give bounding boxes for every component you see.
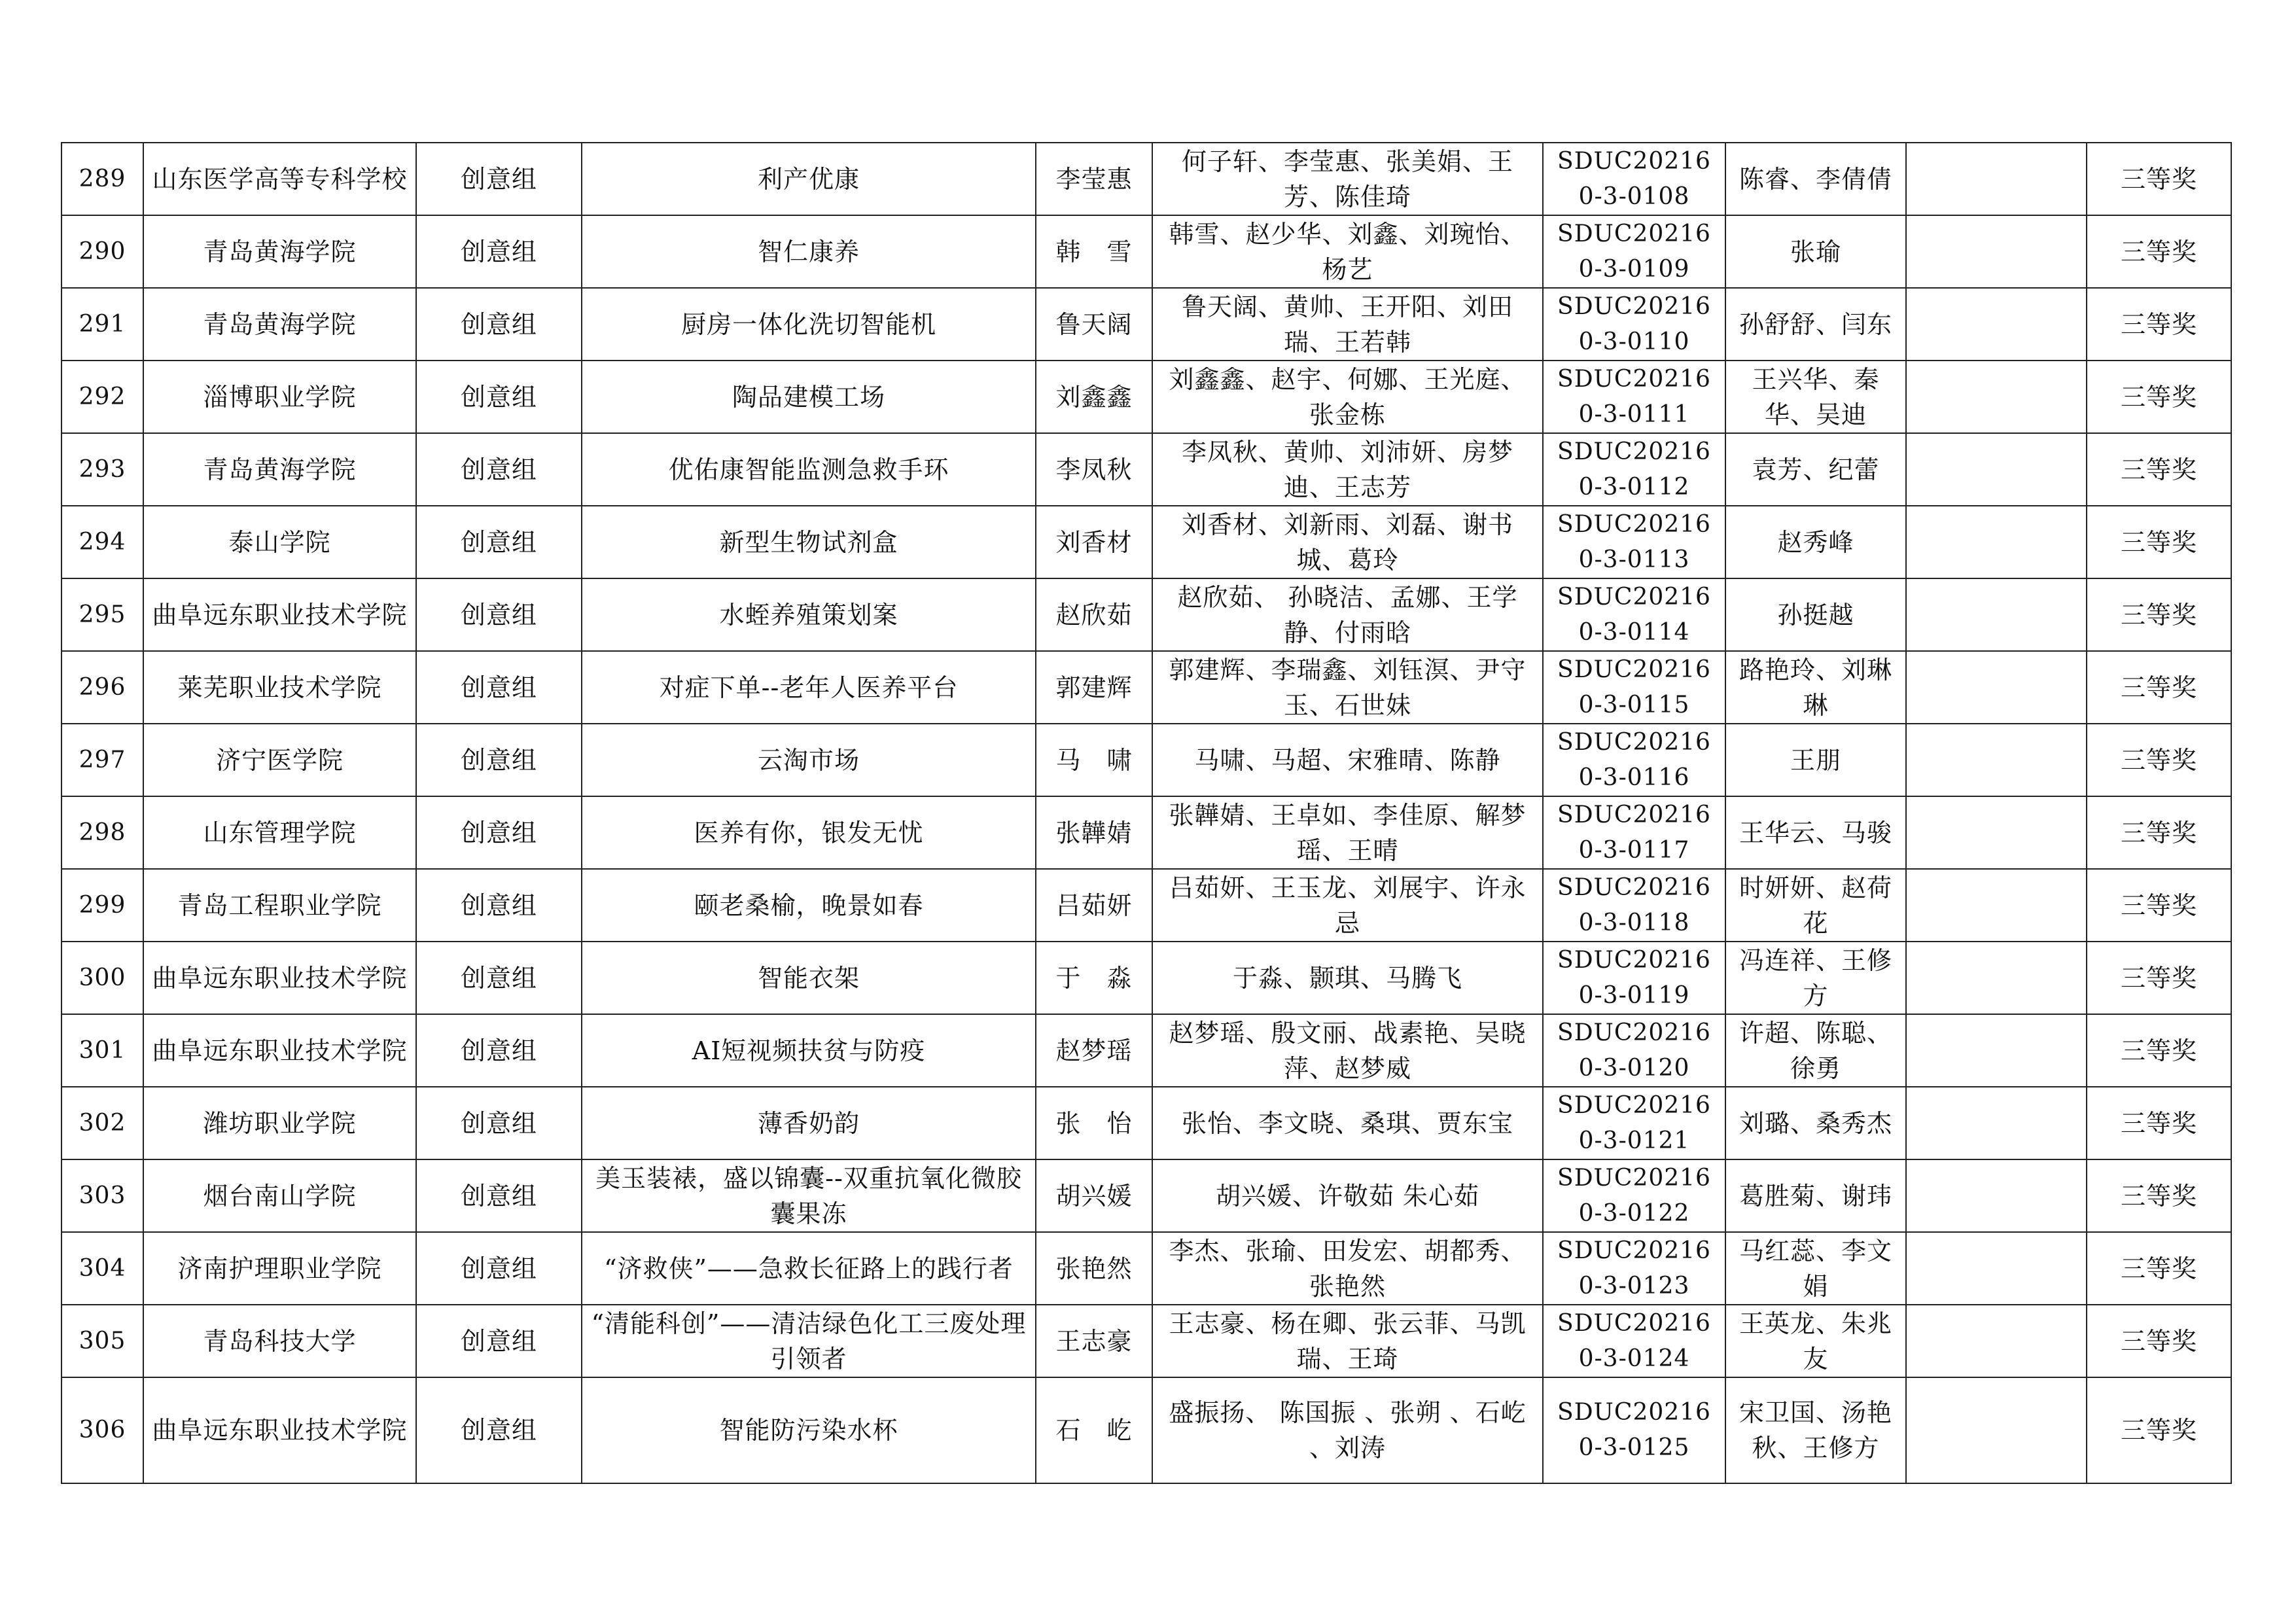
cell-leader: 王志豪 — [1036, 1305, 1152, 1377]
cell-note — [1906, 578, 2087, 651]
cell-note — [1906, 143, 2087, 215]
cell-note — [1906, 942, 2087, 1014]
cell-school: 曲阜远东职业技术学院 — [143, 578, 416, 651]
cell-school: 曲阜远东职业技术学院 — [143, 1014, 416, 1087]
cell-school: 青岛黄海学院 — [143, 288, 416, 361]
cell-note — [1906, 288, 2087, 361]
cell-school: 济南护理职业学院 — [143, 1232, 416, 1305]
table-row — [62, 1232, 2231, 1305]
table-row — [62, 433, 2231, 506]
cell-project: AI短视频扶贫与防疫 — [582, 1014, 1036, 1087]
cell-number: 290 — [62, 215, 143, 288]
cell-project: 利产优康 — [582, 143, 1036, 215]
cell-leader: 李莹惠 — [1036, 143, 1152, 215]
cell-members: 刘鑫鑫、赵宇、何娜、王光庭、张金栋 — [1152, 361, 1543, 433]
table-row — [62, 506, 2231, 578]
cell-school: 青岛黄海学院 — [143, 433, 416, 506]
cell-project: 水蛭养殖策划案 — [582, 578, 1036, 651]
cell-leader: 胡兴媛 — [1036, 1159, 1152, 1232]
cell-members: 赵梦瑶、殷文丽、战素艳、吴晓萍、赵梦威 — [1152, 1014, 1543, 1087]
cell-number: 300 — [62, 942, 143, 1014]
cell-members: 马啸、马超、宋雅晴、陈静 — [1152, 724, 1543, 796]
cell-leader: 郭建辉 — [1036, 651, 1152, 724]
cell-award: 三等奖 — [2087, 1305, 2231, 1377]
cell-number: 302 — [62, 1087, 143, 1159]
cell-note — [1906, 1377, 2087, 1483]
cell-advisor: 王兴华、秦华、吴迪 — [1725, 361, 1906, 433]
cell-award: 三等奖 — [2087, 143, 2231, 215]
cell-members: 张怡、李文晓、桑琪、贾东宝 — [1152, 1087, 1543, 1159]
cell-advisor: 葛胜菊、谢玮 — [1725, 1159, 1906, 1232]
cell-members: 何子轩、李莹惠、张美娟、王芳、陈佳琦 — [1152, 143, 1543, 215]
cell-leader: 刘鑫鑫 — [1036, 361, 1152, 433]
cell-advisor: 刘璐、桑秀杰 — [1725, 1087, 1906, 1159]
table-row — [62, 796, 2231, 869]
cell-members: 张韡婧、王卓如、李佳原、解梦瑶、王晴 — [1152, 796, 1543, 869]
cell-number: 298 — [62, 796, 143, 869]
cell-advisor: 赵秀峰 — [1725, 506, 1906, 578]
cell-leader: 李凤秋 — [1036, 433, 1152, 506]
cell-members: 盛振扬、 陈国振 、张朔 、石屹 、刘涛 — [1152, 1377, 1543, 1483]
cell-leader: 张艳然 — [1036, 1232, 1152, 1305]
cell-number: 294 — [62, 506, 143, 578]
cell-school: 青岛工程职业学院 — [143, 869, 416, 942]
cell-project: 陶品建模工场 — [582, 361, 1036, 433]
cell-leader: 韩 雪 — [1036, 215, 1152, 288]
cell-members: 韩雪、赵少华、刘鑫、刘琬怡、杨艺 — [1152, 215, 1543, 288]
cell-advisor: 王英龙、朱兆友 — [1725, 1305, 1906, 1377]
cell-registration-code: SDUC202160-3-0121 — [1543, 1087, 1725, 1159]
cell-registration-code: SDUC202160-3-0125 — [1543, 1377, 1725, 1483]
cell-school: 潍坊职业学院 — [143, 1087, 416, 1159]
cell-group: 创意组 — [416, 288, 582, 361]
cell-project: 优佑康智能监测急救手环 — [582, 433, 1036, 506]
cell-leader: 赵梦瑶 — [1036, 1014, 1152, 1087]
cell-school: 山东管理学院 — [143, 796, 416, 869]
cell-number: 303 — [62, 1159, 143, 1232]
cell-school: 济宁医学院 — [143, 724, 416, 796]
table-row — [62, 1087, 2231, 1159]
cell-note — [1906, 1014, 2087, 1087]
cell-project: 颐老桑榆，晚景如春 — [582, 869, 1036, 942]
cell-advisor: 路艳玲、刘琳琳 — [1725, 651, 1906, 724]
cell-group: 创意组 — [416, 651, 582, 724]
cell-advisor: 马红蕊、李文娟 — [1725, 1232, 1906, 1305]
cell-number: 306 — [62, 1377, 143, 1483]
table-row — [62, 942, 2231, 1014]
cell-note — [1906, 869, 2087, 942]
cell-note — [1906, 1305, 2087, 1377]
cell-members: 王志豪、杨在卿、张云菲、马凯瑞、王琦 — [1152, 1305, 1543, 1377]
cell-award: 三等奖 — [2087, 942, 2231, 1014]
table-row — [62, 143, 2231, 215]
cell-leader: 鲁天阔 — [1036, 288, 1152, 361]
cell-number: 297 — [62, 724, 143, 796]
cell-award: 三等奖 — [2087, 651, 2231, 724]
cell-award: 三等奖 — [2087, 1232, 2231, 1305]
cell-note — [1906, 1159, 2087, 1232]
cell-school: 莱芜职业技术学院 — [143, 651, 416, 724]
cell-number: 293 — [62, 433, 143, 506]
cell-leader: 石 屹 — [1036, 1377, 1152, 1483]
cell-registration-code: SDUC202160-3-0114 — [1543, 578, 1725, 651]
cell-advisor: 王朋 — [1725, 724, 1906, 796]
cell-members: 于淼、颢琪、马腾飞 — [1152, 942, 1543, 1014]
cell-note — [1906, 796, 2087, 869]
cell-members: 胡兴媛、许敬茹 朱心茹 — [1152, 1159, 1543, 1232]
cell-registration-code: SDUC202160-3-0124 — [1543, 1305, 1725, 1377]
cell-members: 吕茹妍、王玉龙、刘展宇、许永忌 — [1152, 869, 1543, 942]
cell-number: 299 — [62, 869, 143, 942]
table-row — [62, 651, 2231, 724]
cell-advisor: 许超、陈聪、徐勇 — [1725, 1014, 1906, 1087]
cell-group: 创意组 — [416, 942, 582, 1014]
cell-number: 295 — [62, 578, 143, 651]
cell-leader: 刘香材 — [1036, 506, 1152, 578]
cell-group: 创意组 — [416, 869, 582, 942]
cell-school: 曲阜远东职业技术学院 — [143, 1377, 416, 1483]
cell-advisor: 陈睿、李倩倩 — [1725, 143, 1906, 215]
cell-school: 曲阜远东职业技术学院 — [143, 942, 416, 1014]
cell-number: 291 — [62, 288, 143, 361]
cell-leader: 赵欣茹 — [1036, 578, 1152, 651]
cell-members: 鲁天阔、黄帅、王开阳、刘田瑞、王若韩 — [1152, 288, 1543, 361]
table-row — [62, 215, 2231, 288]
cell-members: 郭建辉、李瑞鑫、刘钰溟、尹守玉、石世妹 — [1152, 651, 1543, 724]
cell-school: 青岛科技大学 — [143, 1305, 416, 1377]
cell-project: 云淘市场 — [582, 724, 1036, 796]
cell-project: 薄香奶韵 — [582, 1087, 1036, 1159]
table-row — [62, 1377, 2231, 1483]
cell-school: 山东医学高等专科学校 — [143, 143, 416, 215]
cell-registration-code: SDUC202160-3-0123 — [1543, 1232, 1725, 1305]
cell-members: 李杰、张瑜、田发宏、胡都秀、张艳然 — [1152, 1232, 1543, 1305]
cell-project: 美玉装裱，盛以锦囊--双重抗氧化微胶囊果冻 — [582, 1159, 1036, 1232]
cell-number: 301 — [62, 1014, 143, 1087]
table-row — [62, 578, 2231, 651]
cell-award: 三等奖 — [2087, 288, 2231, 361]
cell-group: 创意组 — [416, 1232, 582, 1305]
table-body — [62, 143, 2231, 1483]
cell-registration-code: SDUC202160-3-0116 — [1543, 724, 1725, 796]
cell-advisor: 时妍妍、赵荷花 — [1725, 869, 1906, 942]
cell-registration-code: SDUC202160-3-0110 — [1543, 288, 1725, 361]
cell-group: 创意组 — [416, 796, 582, 869]
cell-note — [1906, 651, 2087, 724]
cell-note — [1906, 361, 2087, 433]
cell-number: 292 — [62, 361, 143, 433]
cell-registration-code: SDUC202160-3-0109 — [1543, 215, 1725, 288]
table-row — [62, 361, 2231, 433]
cell-registration-code: SDUC202160-3-0117 — [1543, 796, 1725, 869]
cell-registration-code: SDUC202160-3-0122 — [1543, 1159, 1725, 1232]
cell-advisor: 张瑜 — [1725, 215, 1906, 288]
cell-leader: 吕茹妍 — [1036, 869, 1152, 942]
table-row — [62, 1159, 2231, 1232]
cell-registration-code: SDUC202160-3-0113 — [1543, 506, 1725, 578]
cell-project: 智能防污染水杯 — [582, 1377, 1036, 1483]
cell-group: 创意组 — [416, 215, 582, 288]
cell-number: 289 — [62, 143, 143, 215]
cell-project: 医养有你，银发无忧 — [582, 796, 1036, 869]
cell-leader: 张韡婧 — [1036, 796, 1152, 869]
cell-note — [1906, 433, 2087, 506]
cell-award: 三等奖 — [2087, 433, 2231, 506]
cell-award: 三等奖 — [2087, 724, 2231, 796]
cell-advisor: 孙舒舒、闫东 — [1725, 288, 1906, 361]
table-row — [62, 1305, 2231, 1377]
cell-group: 创意组 — [416, 143, 582, 215]
cell-award: 三等奖 — [2087, 1087, 2231, 1159]
cell-award: 三等奖 — [2087, 361, 2231, 433]
cell-number: 305 — [62, 1305, 143, 1377]
cell-group: 创意组 — [416, 578, 582, 651]
cell-note — [1906, 215, 2087, 288]
cell-project: 厨房一体化洗切智能机 — [582, 288, 1036, 361]
cell-school: 淄博职业学院 — [143, 361, 416, 433]
cell-note — [1906, 724, 2087, 796]
cell-project: 智能衣架 — [582, 942, 1036, 1014]
cell-school: 烟台南山学院 — [143, 1159, 416, 1232]
cell-group: 创意组 — [416, 506, 582, 578]
table-row — [62, 1014, 2231, 1087]
cell-project: 对症下单--老年人医养平台 — [582, 651, 1036, 724]
cell-group: 创意组 — [416, 1087, 582, 1159]
cell-project: 新型生物试剂盒 — [582, 506, 1036, 578]
cell-registration-code: SDUC202160-3-0119 — [1543, 942, 1725, 1014]
award-table — [61, 142, 2232, 1484]
cell-award: 三等奖 — [2087, 796, 2231, 869]
cell-advisor: 冯连祥、王修方 — [1725, 942, 1906, 1014]
cell-note — [1906, 506, 2087, 578]
cell-advisor: 王华云、马骏 — [1725, 796, 1906, 869]
table-row — [62, 869, 2231, 942]
cell-advisor: 宋卫国、汤艳秋、王修方 — [1725, 1377, 1906, 1483]
table-row — [62, 724, 2231, 796]
cell-award: 三等奖 — [2087, 1377, 2231, 1483]
cell-number: 304 — [62, 1232, 143, 1305]
cell-award: 三等奖 — [2087, 578, 2231, 651]
cell-group: 创意组 — [416, 433, 582, 506]
cell-leader: 于 淼 — [1036, 942, 1152, 1014]
cell-group: 创意组 — [416, 1014, 582, 1087]
cell-group: 创意组 — [416, 361, 582, 433]
cell-advisor: 孙挺越 — [1725, 578, 1906, 651]
cell-note — [1906, 1232, 2087, 1305]
cell-award: 三等奖 — [2087, 215, 2231, 288]
table-row — [62, 288, 2231, 361]
cell-group: 创意组 — [416, 1377, 582, 1483]
cell-leader: 张 怡 — [1036, 1087, 1152, 1159]
cell-project: 智仁康养 — [582, 215, 1036, 288]
cell-award: 三等奖 — [2087, 1014, 2231, 1087]
cell-members: 赵欣茹、 孙晓洁、孟娜、王学静、付雨晗 — [1152, 578, 1543, 651]
cell-award: 三等奖 — [2087, 506, 2231, 578]
cell-advisor: 袁芳、纪蕾 — [1725, 433, 1906, 506]
cell-award: 三等奖 — [2087, 1159, 2231, 1232]
cell-group: 创意组 — [416, 1305, 582, 1377]
cell-group: 创意组 — [416, 1159, 582, 1232]
cell-leader: 马 啸 — [1036, 724, 1152, 796]
cell-registration-code: SDUC202160-3-0112 — [1543, 433, 1725, 506]
cell-award: 三等奖 — [2087, 869, 2231, 942]
cell-registration-code: SDUC202160-3-0120 — [1543, 1014, 1725, 1087]
cell-registration-code: SDUC202160-3-0115 — [1543, 651, 1725, 724]
cell-group: 创意组 — [416, 724, 582, 796]
cell-members: 刘香材、刘新雨、刘磊、谢书城、葛玲 — [1152, 506, 1543, 578]
cell-number: 296 — [62, 651, 143, 724]
cell-school: 青岛黄海学院 — [143, 215, 416, 288]
cell-registration-code: SDUC202160-3-0118 — [1543, 869, 1725, 942]
cell-project: “济救侠”——急救长征路上的践行者 — [582, 1232, 1036, 1305]
cell-project: “清能科创”——清洁绿色化工三废处理引领者 — [582, 1305, 1036, 1377]
cell-registration-code: SDUC202160-3-0111 — [1543, 361, 1725, 433]
cell-registration-code: SDUC202160-3-0108 — [1543, 143, 1725, 215]
cell-members: 李凤秋、黄帅、刘沛妍、房梦迪、王志芳 — [1152, 433, 1543, 506]
cell-school: 泰山学院 — [143, 506, 416, 578]
cell-note — [1906, 1087, 2087, 1159]
